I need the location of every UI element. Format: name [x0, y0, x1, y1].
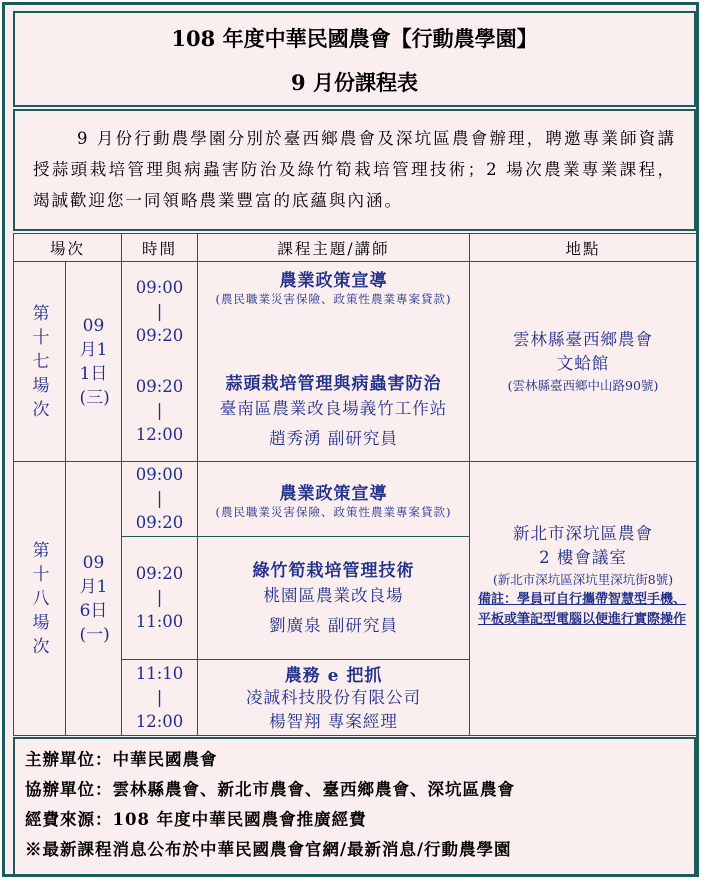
- table-header-row: [14, 234, 697, 262]
- time-slot: 09:20 | 11:00: [122, 537, 198, 660]
- topic-cell: 農業政策宣導 (農民職業災害保險、政策性農業專案貸款): [198, 462, 470, 537]
- location-note: 備註：學員可自行攜帶智慧型手機、平板或筆記型電腦以便進行實際操作: [478, 592, 687, 627]
- time-slot: 09:20 | 12:00: [122, 362, 198, 462]
- session-date: 09月11日(三): [66, 262, 122, 462]
- table-row: [14, 462, 697, 537]
- time-slot: 09:00 | 09:20: [122, 262, 198, 362]
- host-line: 主辦單位：中華民國農會: [25, 750, 218, 769]
- time-slot: 09:00 | 09:20: [122, 462, 198, 537]
- topic-cell: 農業政策宣導 (農民職業災害保險、政策性農業專案貸款): [198, 262, 470, 362]
- location-cell: 新北市深坑區農會 2 樓會議室 (新北市深坑區深坑里深坑街8號) 備註：學員可自行攜帶智慧型手機、平板或筆記型電腦以便進行實際操作: [470, 462, 697, 736]
- intro-paragraph: 9 月份行動農學園分別於臺西鄉農會及深坑區農會辦理，聘邀專業師資講授蒜頭栽培管理與病蟲害防治及綠竹筍栽培管理技術；2 場次農業專業課程，竭誠歡迎您一同領略農業豐富的底蘊與內涵。: [13, 109, 696, 231]
- table-row: [14, 262, 697, 362]
- topic-cell: 蒜頭栽培管理與病蟲害防治 臺南區農業改良場義竹工作站 趙秀湧 副研究員: [198, 362, 470, 462]
- session-name: 第十七場次: [14, 262, 66, 462]
- page-subtitle: 9 月份課程表: [291, 70, 418, 95]
- col-header-time: 時間: [122, 234, 198, 262]
- session-date: 09月16日(一): [66, 462, 122, 736]
- funding-line: 經費來源：108 年度中華民國農會推廣經費: [25, 810, 367, 829]
- schedule-frame: [2, 2, 699, 877]
- schedule-table: [13, 233, 697, 736]
- topic-cell: 農務 e 把抓 凌誠科技股份有限公司 楊智翔 專案經理: [198, 660, 470, 736]
- page-title: 108 年度中華民國農會【行動農學園】: [171, 26, 538, 51]
- col-header-session: 場次: [14, 234, 122, 262]
- session-name: 第十八場次: [14, 462, 66, 736]
- col-header-location: 地點: [470, 234, 697, 262]
- location-cell: 雲林縣臺西鄉農會 文蛤館 (雲林縣臺西鄉中山路90號): [470, 262, 697, 462]
- page-header: [13, 11, 696, 107]
- co-host-line: 協辦單位：雲林縣農會、新北市農會、臺西鄉農會、深坑區農會: [25, 780, 515, 799]
- col-header-topic: 課程主題/講師: [198, 234, 470, 262]
- info-line: ※最新課程消息公布於中華民國農會官網/最新消息/行動農學園: [25, 840, 512, 859]
- footer-info: [13, 737, 696, 877]
- time-slot: 11:10 | 12:00: [122, 660, 198, 736]
- topic-cell: 綠竹筍栽培管理技術 桃園區農業改良場 劉廣泉 副研究員: [198, 537, 470, 660]
